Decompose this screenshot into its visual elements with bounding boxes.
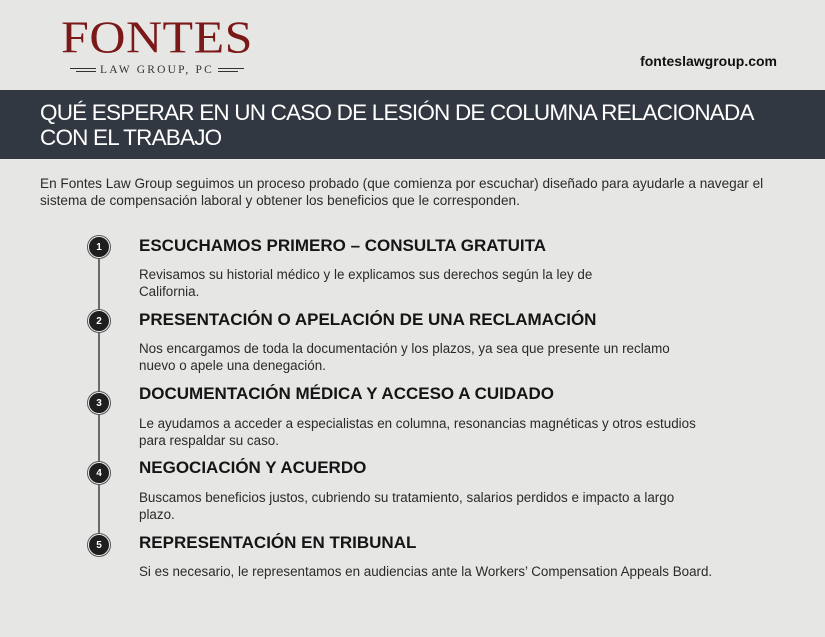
step-description: Nos encargamos de toda la documentación y los plazos, ya sea que presente un reclamo nuevo o apele una denegación. [139,341,670,373]
step-title: REPRESENTACIÓN EN TRIBUNAL [139,533,417,552]
logo [50,11,264,76]
logo-subtitle-row [50,64,264,76]
step-description: Buscamos beneficios justos, cubriendo su tratamiento, salarios perdidos e impacto a largo plazo. [139,490,675,522]
logo-name: FONTES [61,11,253,63]
step-description: Revisamos su historial médico y le explicamos sus derechos según la ley de California. [139,267,593,299]
step-number-badge: 1 [88,236,110,258]
website-link[interactable]: fonteslawgroup.com [640,53,777,69]
logo-subtitle: LAW GROUP, PC [99,64,215,76]
step-title: NEGOCIACIÓN Y ACUERDO [139,458,367,477]
title-banner [0,90,825,159]
logo-left-lines [70,68,96,72]
step-number-badge: 5 [88,534,110,556]
step-description: Si es necesario, le representamos en audiencias ante la Workers’ Compensation Appeals Board. [139,564,713,579]
step-number-badge: 2 [88,310,110,332]
page-title: QUÉ ESPERAR EN UN CASO DE LESIÓN DE COLUMNA RELACIONADA CON EL TRABAJO [40,100,753,150]
step-title: PRESENTACIÓN O APELACIÓN DE UNA RECLAMACIÓN [139,310,597,329]
intro-paragraph: En Fontes Law Group seguimos un proceso probado (que comienza por escuchar) diseñado para ayudarle a navegar el sistema de compensación laboral y obtener los beneficios que le corresponden. [40,176,764,208]
step-title: ESCUCHAMOS PRIMERO – CONSULTA GRATUITA [139,236,547,255]
step-number-badge: 4 [88,462,110,484]
step-title: DOCUMENTACIÓN MÉDICA Y ACCESO A CUIDADO [139,384,554,403]
step-number-badge: 3 [88,392,110,414]
logo-right-lines [218,68,244,72]
step-description: Le ayudamos a acceder a especialistas en columna, resonancias magnéticas y otros estudios para respaldar su caso. [139,416,696,448]
